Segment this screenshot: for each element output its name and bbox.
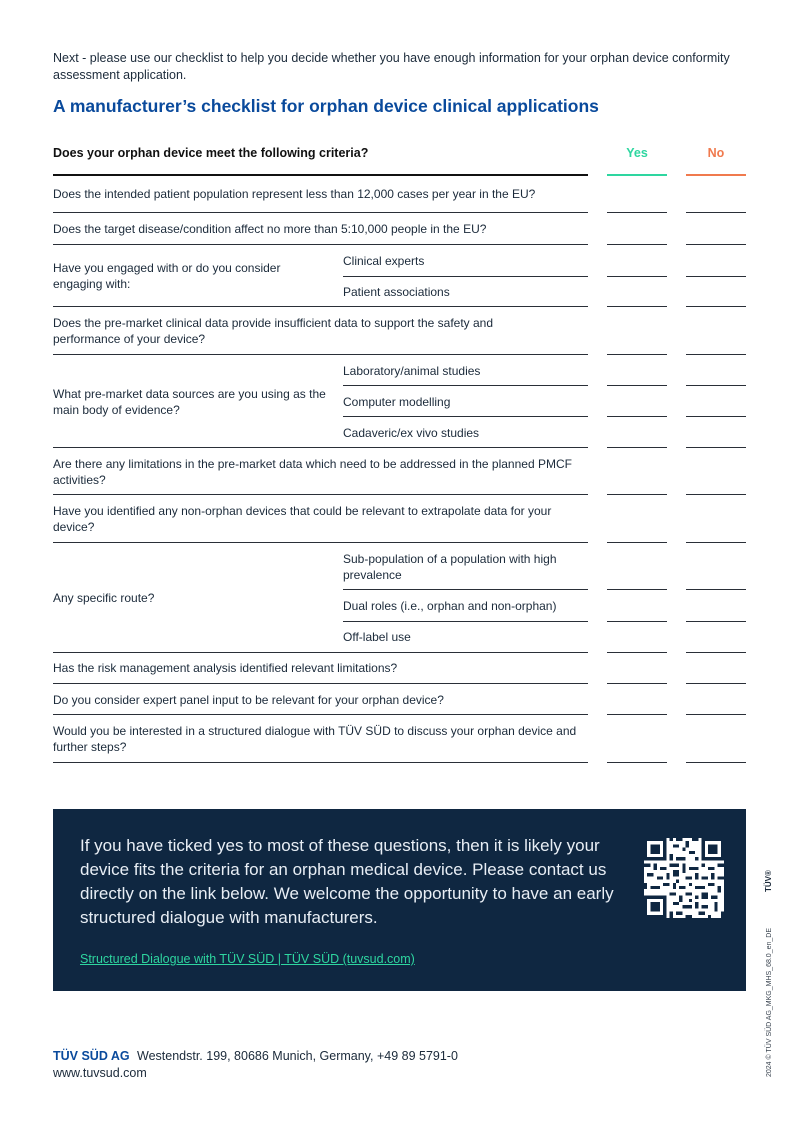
sub-option-text: Laboratory/animal studies: [343, 364, 481, 378]
yes-answer-field[interactable]: [607, 306, 667, 307]
document-reference: 2024 © TÜV SÜD AG_MKG_MHS_68.0_en_DE: [766, 928, 773, 1077]
yes-answer-field[interactable]: [607, 589, 667, 590]
no-answer-field[interactable]: [686, 762, 746, 763]
qr-code-icon: [644, 838, 724, 918]
yes-answer-field[interactable]: [607, 762, 667, 763]
yes-answer-field[interactable]: [607, 621, 667, 622]
row-divider: [53, 542, 588, 543]
no-answer-field[interactable]: [686, 447, 746, 448]
yes-answer-field[interactable]: [607, 244, 667, 245]
no-answer-field[interactable]: [686, 416, 746, 417]
yes-answer-field[interactable]: [607, 416, 667, 417]
no-answer-field[interactable]: [686, 542, 746, 543]
row-divider: [53, 447, 588, 448]
sub-option-text: Computer modelling: [343, 395, 451, 409]
row-divider: [53, 652, 588, 653]
question-text: Are there any limitations in the pre-market data which need to be addressed in the planned PMCF activities?: [53, 457, 572, 487]
table-header-question: Does your orphan device meet the following criteria?: [53, 146, 369, 160]
no-answer-field[interactable]: [686, 683, 746, 684]
sub-option-text: Sub-population of a population with high prevalence: [343, 552, 557, 582]
sub-option-text: Clinical experts: [343, 254, 425, 268]
yes-answer-field[interactable]: [607, 542, 667, 543]
sub-row-divider: [343, 621, 588, 622]
no-header-underline: [686, 174, 746, 176]
sub-row-divider: [343, 416, 588, 417]
structured-dialogue-link[interactable]: Structured Dialogue with TÜV SÜD | TÜV SÜD (tuvsud.com): [80, 952, 415, 966]
no-answer-field[interactable]: [686, 385, 746, 386]
yes-answer-field[interactable]: [607, 276, 667, 277]
row-divider: [53, 212, 588, 213]
question-text: Would you be interested in a structured dialogue with TÜV SÜD to discuss your orphan device and further steps?: [53, 724, 577, 754]
sub-option-text: Off-label use: [343, 630, 411, 644]
sub-row-divider: [343, 385, 588, 386]
no-answer-field[interactable]: [686, 306, 746, 307]
callout-text: If you have ticked yes to most of these questions, then it is likely your device fits the criteria for an orphan medical device. Please contact us directly on the link below. We welcome the opportunity to have an early structured dialogue with manufacturers.: [80, 836, 614, 927]
yes-answer-field[interactable]: [607, 494, 667, 495]
yes-answer-field[interactable]: [607, 212, 667, 213]
no-answer-field[interactable]: [686, 652, 746, 653]
yes-answer-field[interactable]: [607, 683, 667, 684]
no-answer-field[interactable]: [686, 212, 746, 213]
intro-text: Next - please use our checklist to help you decide whether you have enough information for your orphan device conformity assessment application.: [53, 51, 730, 82]
sub-option-text: Cadaveric/ex vivo studies: [343, 426, 480, 440]
question-group-label: Any specific route?: [53, 591, 155, 605]
question-text: Does the target disease/condition affect no more than 5:10,000 people in the EU?: [53, 222, 487, 236]
yes-answer-field[interactable]: [607, 714, 667, 715]
footer-brand: TÜV SÜD AG: [53, 1049, 130, 1063]
yes-answer-field[interactable]: [607, 447, 667, 448]
yes-header-underline: [607, 174, 667, 176]
no-answer-field[interactable]: [686, 494, 746, 495]
row-divider: [53, 714, 588, 715]
question-group-label: Have you engaged with or do you consider engaging with:: [53, 261, 281, 291]
question-text: Do you consider expert panel input to be relevant for your orphan device?: [53, 693, 444, 707]
row-divider: [53, 762, 588, 763]
question-text: Does the pre-market clinical data provide insufficient data to support the safety and performance of your device?: [53, 316, 494, 346]
question-group-label: What pre-market data sources are you using as the main body of evidence?: [53, 387, 326, 417]
no-answer-field[interactable]: [686, 244, 746, 245]
yes-answer-field[interactable]: [607, 652, 667, 653]
sub-option-text: Patient associations: [343, 285, 450, 299]
no-answer-field[interactable]: [686, 714, 746, 715]
sub-row-divider: [343, 276, 588, 277]
sub-row-divider: [343, 589, 588, 590]
page-title: A manufacturer’s checklist for orphan device clinical applications: [53, 96, 599, 116]
table-header-divider: [53, 174, 588, 176]
tuv-logo: TÜV®: [764, 870, 773, 892]
yes-column-header: Yes: [626, 146, 648, 160]
row-divider: [53, 244, 588, 245]
row-divider: [53, 354, 588, 355]
row-divider: [53, 683, 588, 684]
no-column-header: No: [707, 146, 725, 160]
footer-website-link[interactable]: www.tuvsud.com: [53, 1066, 147, 1080]
question-text: Has the risk management analysis identified relevant limitations?: [53, 661, 398, 675]
footer-address: Westendstr. 199, 80686 Munich, Germany, +49 89 5791-0: [137, 1049, 458, 1063]
no-answer-field[interactable]: [686, 276, 746, 277]
no-answer-field[interactable]: [686, 589, 746, 590]
row-divider: [53, 494, 588, 495]
yes-answer-field[interactable]: [607, 354, 667, 355]
no-answer-field[interactable]: [686, 621, 746, 622]
yes-answer-field[interactable]: [607, 385, 667, 386]
question-text: Have you identified any non-orphan devices that could be relevant to extrapolate data for your device?: [53, 504, 552, 534]
sub-option-text: Dual roles (i.e., orphan and non-orphan): [343, 599, 557, 613]
row-divider: [53, 306, 588, 307]
no-answer-field[interactable]: [686, 354, 746, 355]
question-text: Does the intended patient population represent less than 12,000 cases per year in the EU?: [53, 187, 536, 201]
